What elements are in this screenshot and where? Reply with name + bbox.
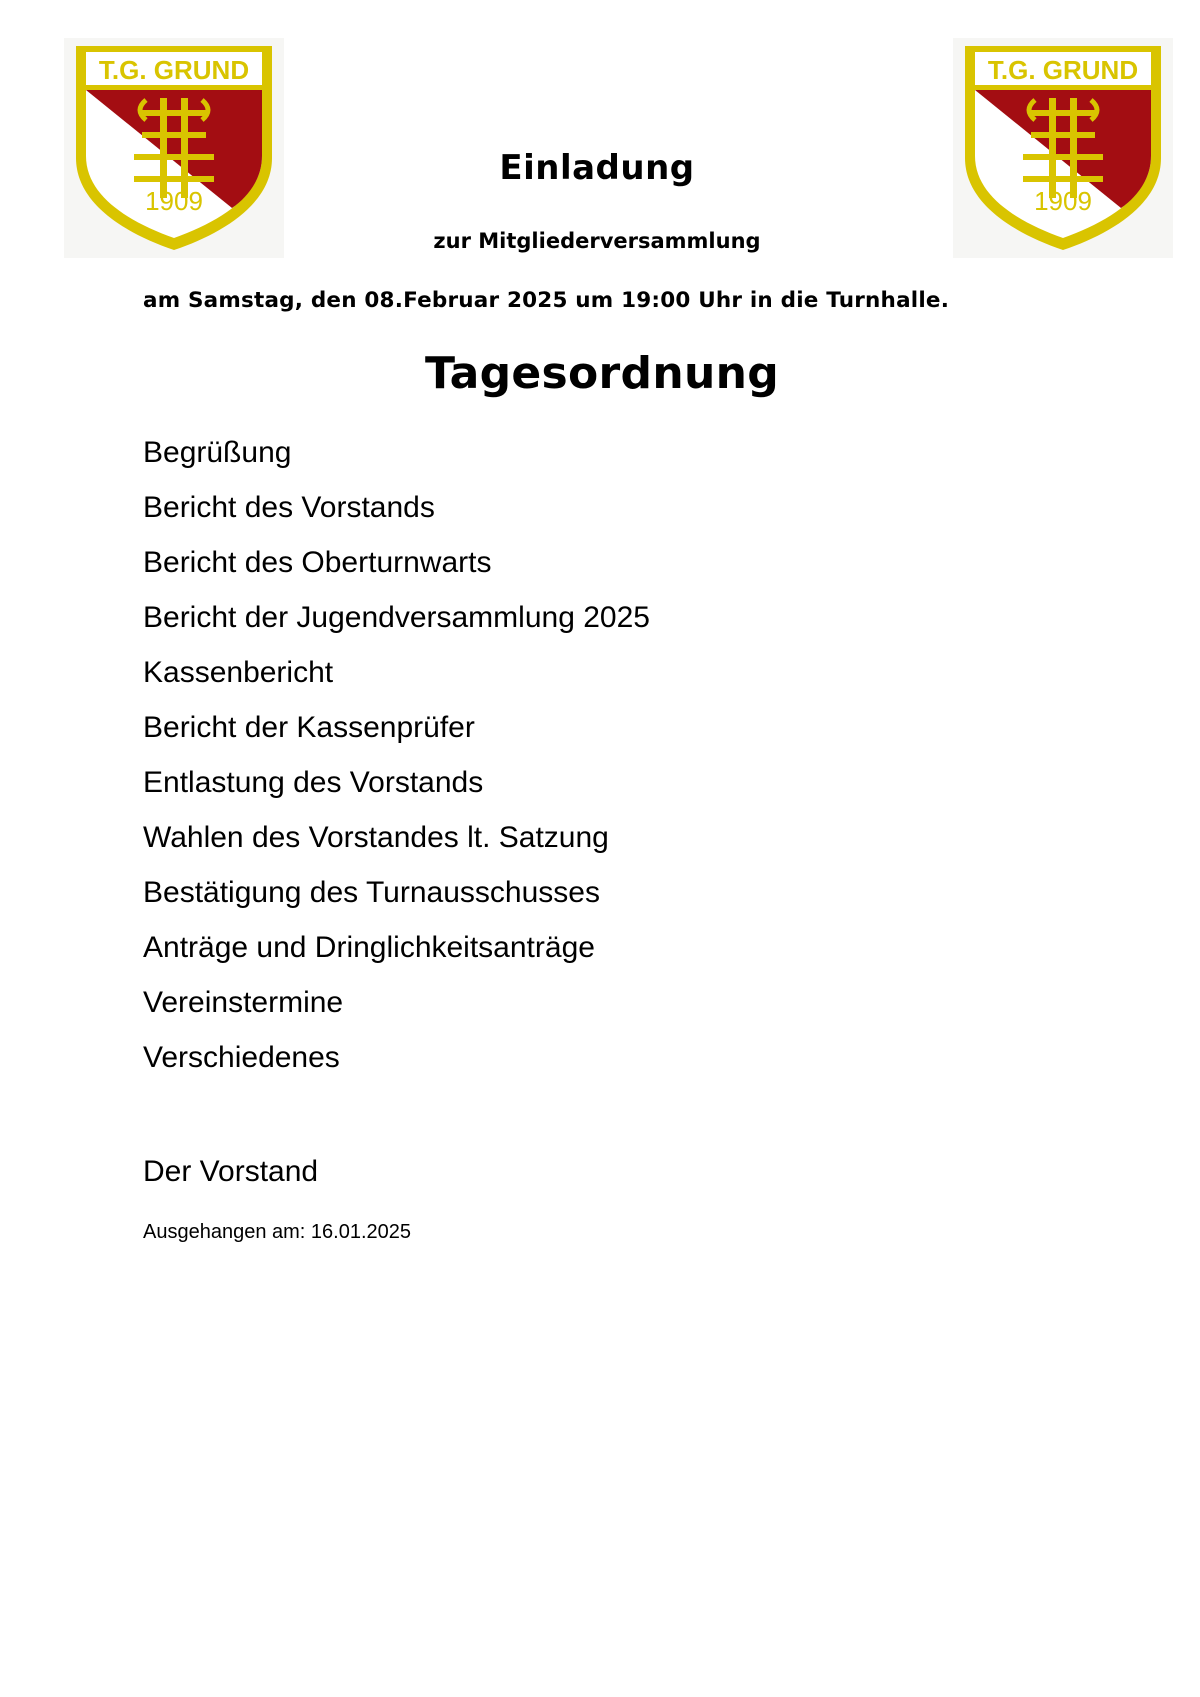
invitation-subtitle-text: zur Mitgliederversammlung [433, 229, 761, 253]
agenda-item: Kassenbericht [143, 656, 334, 689]
svg-text:T.G. GRUND: T.G. GRUND [98, 55, 250, 85]
meeting-dateline: am Samstag, den 08.Februar 2025 um 19:00 Uhr in die Turnhalle. [143, 288, 950, 313]
agenda-item: Anträge und Dringlichkeitsanträge [143, 931, 595, 964]
agenda-item: Bericht der Kassenprüfer [143, 711, 475, 744]
posted-date: Ausgehangen am: 16.01.2025 [143, 1221, 411, 1243]
svg-text:1909: 1909 [145, 186, 203, 216]
agenda-item: Verschiedenes [143, 1041, 340, 1074]
svg-text:T.G. GRUND: T.G. GRUND [987, 55, 1139, 85]
svg-text:1909: 1909 [1034, 186, 1092, 216]
agenda-item: Wahlen des Vorstandes lt. Satzung [143, 821, 609, 854]
agenda-item: Bestätigung des Turnausschusses [143, 876, 600, 909]
invitation-subtitle [0, 229, 1200, 253]
agenda-list [143, 432, 650, 1092]
agenda-item: Bericht des Oberturnwarts [143, 546, 492, 579]
agenda-item: Begrüßung [143, 436, 292, 469]
invitation-title [0, 148, 1200, 188]
agenda-item: Entlastung des Vorstands [143, 766, 484, 799]
agenda-item: Bericht der Jugendversammlung 2025 [143, 601, 650, 634]
agenda-heading [0, 348, 1200, 399]
agenda-heading-text: Tagesordnung [424, 348, 780, 399]
signature: Der Vorstand [143, 1155, 319, 1188]
agenda-item: Vereinstermine [143, 986, 344, 1019]
invitation-title-text: Einladung [499, 148, 695, 188]
agenda-item: Bericht des Vorstands [143, 491, 435, 524]
